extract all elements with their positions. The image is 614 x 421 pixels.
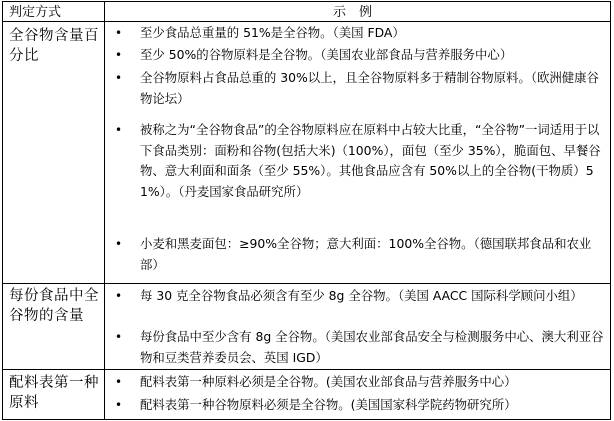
list-item: 至少食品总重量的 51%是全谷物。（美国 FDA） — [140, 25, 405, 40]
bullet: • — [115, 71, 123, 85]
row-divider — [3, 283, 610, 284]
list-item: 配料表第一种原料必须是全谷物。(美国农业部食品与营养服务中心） — [140, 374, 517, 389]
row-category: 配料表第一种原料 — [9, 375, 99, 411]
header-col-examples: 示 例 — [333, 5, 373, 20]
bullet: • — [115, 398, 123, 412]
row-category: 每份食品中全谷物的含量 — [9, 288, 99, 324]
bullet: • — [115, 26, 123, 40]
bullet: • — [115, 330, 123, 344]
bullet: • — [115, 289, 123, 303]
header-divider — [3, 21, 610, 22]
row-divider — [3, 369, 610, 370]
bullet: • — [115, 375, 123, 389]
bullet: • — [115, 237, 123, 251]
list-item: 被称之为“全谷物食品”的全谷物原料应在原料中占较大比重，“全谷物”一词适用于以下食品类别：面粉和谷物(包括大米)（100%），面包（至少 35%），脆面包、早餐谷物、意大利面和面条（至少 55%）。其他食品应含有 50%以上的全谷物(干物质）51%）。（丹麦国家食品研究所） — [140, 122, 601, 199]
list-item: 配料表第一种谷物原料必须是全谷物。(美国国家科学院药物研究所） — [140, 397, 517, 412]
row-category: 全谷物含量百分比 — [9, 28, 99, 64]
list-item: 至少 50%的谷物原料是全谷物。（美国农业部食品与营养服务中心） — [140, 47, 513, 62]
list-item: 每份食品中至少含有 8g 全谷物。（美国农业部食品安全与检测服务中心、澳大利亚谷物和豆类营养委员会、英国 IGD） — [140, 329, 604, 365]
header-col-method: 判定方式 — [9, 5, 62, 20]
list-item: 小麦和黑麦面包：≥90%全谷物；意大利面：100%全谷物。（德国联邦食品和农业部） — [140, 236, 592, 272]
bullet: • — [115, 123, 123, 137]
list-item: 全谷物原料占食品总重的 30%以上，且全谷物原料多于精制谷物原料。（欧洲健康谷物论坛） — [140, 70, 599, 106]
criteria-table — [2, 1, 611, 420]
column-divider — [104, 2, 105, 419]
bullet: • — [115, 48, 123, 62]
list-item: 每 30 克全谷物食品必须含有至少 8g 全谷物。（美国 AACC 国际科学顾问小组） — [140, 288, 583, 303]
